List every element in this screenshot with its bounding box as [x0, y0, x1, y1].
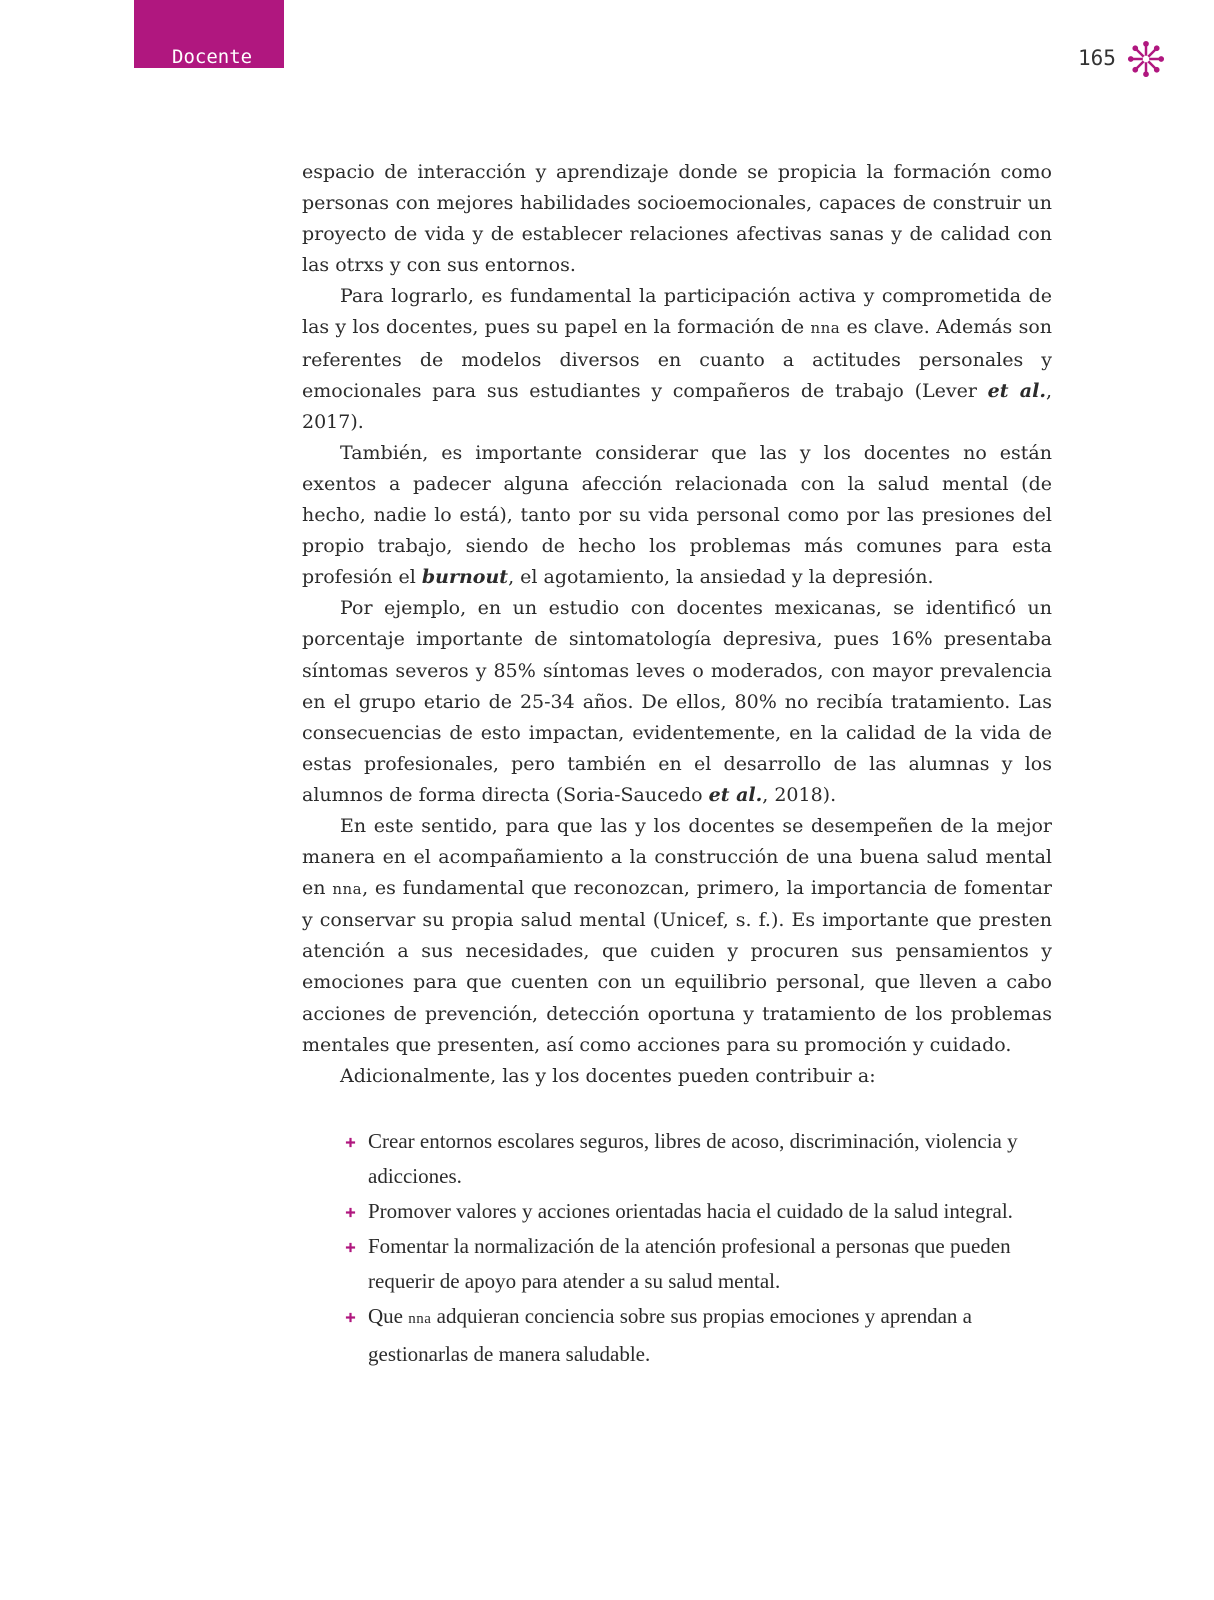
paragraph — [302, 593, 1052, 811]
text-run: , el agotamiento, la ansiedad y la depresión. — [508, 566, 934, 589]
plus-bullet-icon — [345, 1137, 356, 1148]
text-run: Promover valores y acciones orientadas hacia el cuidado de la salud integral. — [368, 1199, 1013, 1223]
bullet-text — [368, 1199, 1013, 1223]
acronym-text: nna — [810, 319, 841, 338]
plus-bullet-icon — [345, 1242, 356, 1253]
body-text — [302, 157, 1052, 1092]
paragraph — [302, 1061, 1052, 1092]
section-tab — [134, 0, 284, 68]
text-run: , es fundamental que reconozcan, primero, la importancia de fomentar y conservar su propia salud mental (Unicef, s. f.). Es importante que presten atención a sus necesidades, que cuiden y procuren sus pensamientos y emociones para que cuenten con un equilibrio personal, que lleven a cabo acciones de prevención, detección oportuna y tratamiento de los problemas mentales que presenten, así como acciones para su promoción y cuidado. — [302, 877, 1052, 1056]
section-label: Docente — [172, 46, 253, 68]
emphasis-text: burnout — [421, 566, 509, 589]
text-run: Fomentar la normalización de la atención profesional a personas que pueden requerir de apoyo para atender a su salud mental. — [368, 1234, 1011, 1293]
bullet-item — [340, 1229, 1060, 1299]
plus-bullet-icon — [345, 1312, 356, 1323]
text-run: adquieran conciencia sobre sus propias emociones y aprendan a gestionarlas de manera saludable. — [368, 1304, 972, 1366]
paragraph — [302, 811, 1052, 1061]
text-run: Por ejemplo, en un estudio con docentes mexicanas, se identificó un porcentaje importante de sintomatología depresiva, pues 16% presentaba síntomas severos y 85% síntomas leves o moderados, con mayor prevalencia en el grupo etario de 25-34 años. De ellos, 80% no recibía tratamiento. Las consecuencias de esto impactan, evidentemente, en la calidad de la vida de estas profesionales, pero también en el desarrollo de las alumnas y los alumnos de forma directa (Soria-Saucedo — [302, 597, 1052, 806]
text-run: , 2017). — [302, 379, 1052, 433]
acronym-text: nna — [332, 880, 363, 899]
text-run: Para lograrlo, es fundamental la participación activa y comprometida de las y los docentes, pues su papel en la formación de — [302, 285, 1052, 339]
text-run: espacio de interacción y aprendizaje donde se propicia la formación como personas con mejores habilidades socioemocionales, capaces de construir un proyecto de vida y de establecer relaciones afectivas sanas y de calidad con las otrxs y con sus entornos. — [302, 161, 1052, 277]
paragraph — [302, 281, 1052, 437]
bullet-item — [340, 1124, 1060, 1194]
bullet-text — [368, 1234, 1011, 1293]
bullet-text — [368, 1304, 972, 1366]
bullet-item — [340, 1194, 1060, 1229]
text-run: En este sentido, para que las y los docentes se desempeñen de la mejor manera en el acompañamiento a la construcción de una buena salud mental en — [302, 814, 1052, 900]
emphasis-text: et al. — [708, 783, 763, 806]
emphasis-text: et al. — [987, 379, 1046, 402]
paragraph — [302, 157, 1052, 281]
acronym-text: nna — [408, 1311, 432, 1327]
bullet-text — [368, 1129, 1018, 1188]
text-run: Que — [368, 1304, 409, 1328]
text-run: , 2018). — [762, 783, 837, 806]
text-run: Adicionalmente, las y los docentes pueden contribuir a: — [340, 1064, 876, 1087]
bullet-item — [340, 1299, 1060, 1372]
plus-bullet-icon — [345, 1207, 356, 1218]
text-run: También, es importante considerar que las y los docentes no están exentos a padecer alguna afección relacionada con la salud mental (de hecho, nadie lo está), tanto por su vida personal como por las presiones del propio trabajo, siendo de hecho los problemas más comunes para esta profesión el — [302, 441, 1052, 589]
bullet-list — [340, 1124, 1060, 1372]
paragraph — [302, 438, 1052, 593]
asterisk-flower-icon — [1127, 40, 1165, 78]
page-number: 165 — [1078, 46, 1116, 70]
text-run: Crear entornos escolares seguros, libres de acoso, discriminación, violencia y adicciones. — [368, 1129, 1018, 1188]
text-run: es clave. Además son referentes de modelos diversos en cuanto a actitudes personales y emocionales para sus estudiantes y compañeros de trabajo (Lever — [302, 316, 1053, 402]
